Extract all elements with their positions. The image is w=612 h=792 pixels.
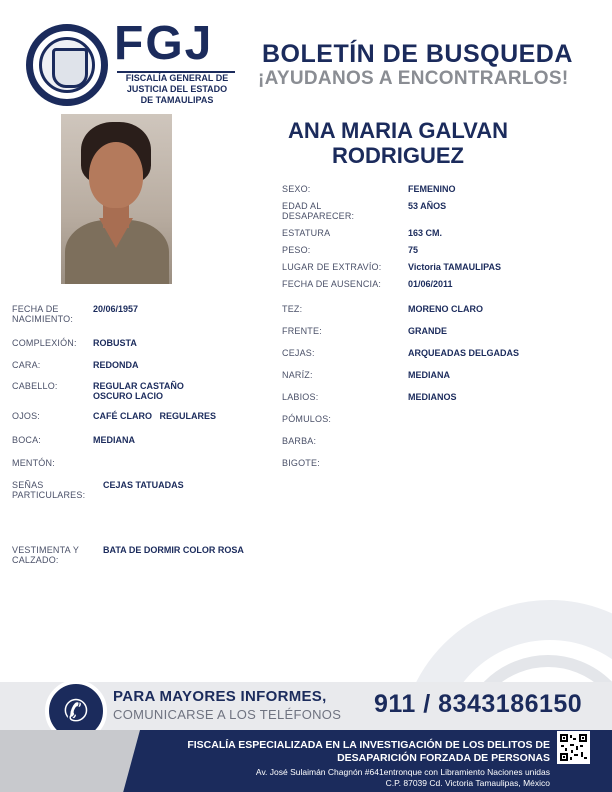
phone-number: 911 / 8343186150 xyxy=(374,690,583,718)
field-value: CAFÉ CLARO REGULARES xyxy=(93,411,217,421)
field-value: 20/06/1957 xyxy=(93,304,139,314)
fgj-seal-logo xyxy=(26,24,108,106)
field-label: SEXO: xyxy=(282,184,311,194)
qr-code-icon xyxy=(557,731,590,764)
contact-subheading: COMUNICARSE A LOS TELÉFONOS xyxy=(113,707,342,722)
field-label: CABELLO: xyxy=(12,381,58,391)
field-value: 75 xyxy=(408,245,419,255)
field-label: CEJAS: xyxy=(282,348,315,358)
field-label: BARBA: xyxy=(282,436,317,446)
field-label: FECHA DE AUSENCIA: xyxy=(282,279,382,289)
field-label: OJOS: xyxy=(12,411,41,421)
field-value: Victoria TAMAULIPAS xyxy=(408,262,502,272)
field-value: FEMENINO xyxy=(408,184,456,194)
field-label: LUGAR DE EXTRAVÍO: xyxy=(282,262,382,272)
office-address: Av. José Sulaimán Chagnón #641entronque con Libramiento Naciones unidas C.P. 87039 Cd. Victoria Tamaulipas, México xyxy=(255,767,550,788)
field-value: MEDIANA xyxy=(93,435,135,445)
field-label: FRENTE: xyxy=(282,326,322,336)
field-value: 01/06/2011 xyxy=(408,279,453,289)
field-value: ROBUSTA xyxy=(93,338,137,348)
field-label: ESTATURA xyxy=(282,228,331,238)
field-value: ARQUEADAS DELGADAS xyxy=(408,348,520,358)
field-value: GRANDE xyxy=(408,326,448,336)
field-label: PÓMULOS: xyxy=(282,414,332,424)
field-label: CARA: xyxy=(12,360,41,370)
field-label: BIGOTE: xyxy=(282,458,320,468)
phone-icon: ✆ xyxy=(45,680,107,742)
field-value: MORENO CLARO xyxy=(408,304,483,314)
fgj-logo-text: FGJ xyxy=(114,17,214,70)
field-value: REDONDA xyxy=(93,360,139,370)
field-value: MEDIANA xyxy=(408,370,450,380)
field-value: REGULAR CASTAÑO OSCURO LACIO xyxy=(93,381,184,401)
field-label: LABIOS: xyxy=(282,392,319,402)
field-label: NARÍZ: xyxy=(282,370,313,380)
field-value: MEDIANOS xyxy=(408,392,457,402)
field-label: COMPLEXIÓN: xyxy=(12,338,77,348)
field-label: BOCA: xyxy=(12,435,42,445)
field-label: TEZ: xyxy=(282,304,303,314)
field-label: SEÑAS PARTICULARES: xyxy=(12,480,86,500)
field-label: VESTIMENTA Y CALZADO: xyxy=(12,545,80,565)
field-label: EDAD AL DESAPARECER: xyxy=(282,201,355,221)
bulletin-title: BOLETÍN DE BUSQUEDA xyxy=(262,40,573,68)
field-value: BATA DE DORMIR COLOR ROSA xyxy=(103,545,244,555)
field-label: MENTÓN: xyxy=(12,458,55,468)
logo-subtitle: FISCALÍA GENERAL DE JUSTICIA DEL ESTADO DE TAMAULIPAS xyxy=(125,73,229,105)
field-label: PESO: xyxy=(282,245,311,255)
field-value: 163 CM. xyxy=(408,228,443,238)
person-name: ANA MARIA GALVAN RODRIGUEZ xyxy=(288,118,508,168)
person-photo xyxy=(61,114,172,284)
field-value: 53 AÑOS xyxy=(408,201,447,211)
office-name: FISCALÍA ESPECIALIZADA EN LA INVESTIGACIÓN DE LOS DELITOS DE DESAPARICIÓN FORZADA DE PERSONAS xyxy=(187,739,550,764)
office-band-accent xyxy=(0,730,140,792)
bulletin-subtitle: ¡AYUDANOS A ENCONTRARLOS! xyxy=(258,68,569,89)
contact-heading: PARA MAYORES INFORMES, xyxy=(113,688,327,705)
field-value: CEJAS TATUADAS xyxy=(103,480,184,490)
field-label: FECHA DE NACIMIENTO: xyxy=(12,304,74,324)
